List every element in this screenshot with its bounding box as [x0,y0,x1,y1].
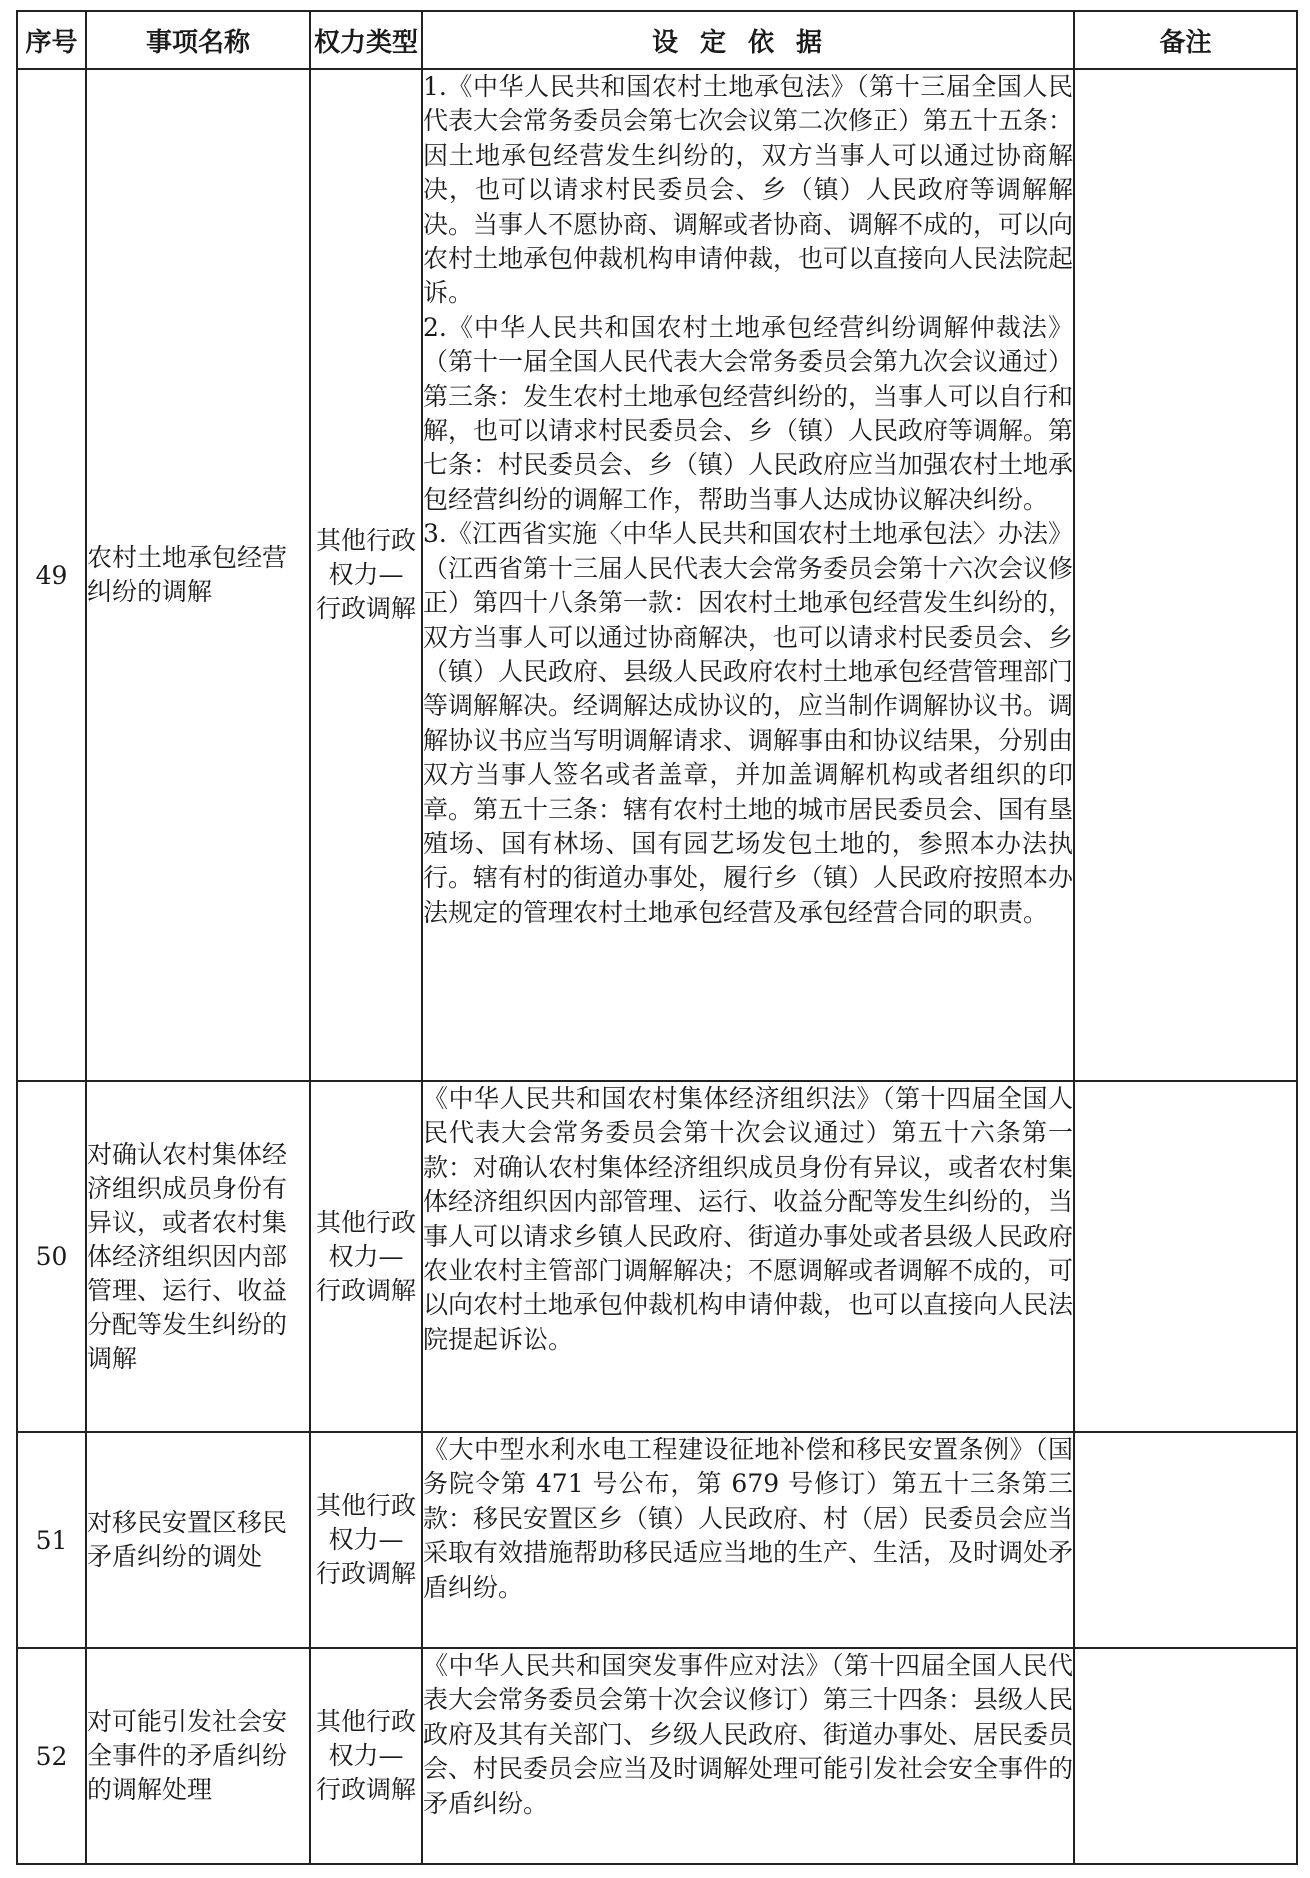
item-name: 对可能引发社会安全事件的矛盾纠纷的调解处理 [86,1648,310,1864]
row-number: 52 [17,1648,86,1864]
legal-basis [422,69,1074,1081]
table-row [17,1081,1297,1432]
legal-basis [422,1081,1074,1432]
power-type-line: 权力— [328,1741,404,1770]
power-type-line: 行政调解 [315,1275,416,1305]
power-type [310,1648,422,1864]
power-type-line: 行政调解 [315,594,416,623]
authority-table [16,10,1298,1865]
remarks-cell [1074,69,1297,1081]
basis-paragraph: 《中华人民共和国突发事件应对法》（第十四届全国人民代表大会常务委员会第十次会议修订）第三十四条：县级人民政府及其有关部门、乡级人民政府、街道办事处、居民委员会、村民委员会应当及时调解处理可能引发社会安全事件的矛盾纠纷。 [423,1651,1074,1818]
power-type [310,69,422,1081]
basis-paragraph: 《中华人民共和国农村集体经济组织法》（第十四届全国人民代表大会常务委员会第十次会议通过）第五十六条第一款：对确认农村集体经济组织成员身份有异议，或者农村集体经济组织因内部管理、运行、收益分配等发生纠纷的，当事人可以请求乡镇人民政府、街道办事处或者县级人民政府农业农村主管部门调解解决；不愿调解或者调解不成的，可以向农村土地承包仲裁机构申请仲裁，也可以直接向人民法院提起诉讼。 [423,1084,1074,1354]
power-type-line: 权力— [328,1525,404,1554]
header-serial-number: 序号 [17,11,86,69]
power-type-line: 权力— [328,560,404,589]
power-type-line: 其他行政 [315,1207,416,1237]
item-name: 对确认农村集体经济组织成员身份有异议，或者农村集体经济组织因内部管理、运行、收益分配等发生纠纷的调解 [86,1081,310,1432]
legal-basis [422,1648,1074,1864]
power-type [310,1081,422,1432]
header-item-name: 事项名称 [86,11,310,69]
header-legal-basis: 设定依据 [422,11,1074,69]
header-remarks: 备注 [1074,11,1297,69]
power-type-line: 行政调解 [315,1775,416,1804]
item-name: 农村土地承包经营纠纷的调解 [86,69,310,1081]
row-number: 49 [17,69,86,1081]
basis-paragraph: 3.《江西省实施〈中华人民共和国农村土地承包法〉办法》（江西省第十三届人民代表大会常务委员会第十六次会议修正）第四十八条第一款：因农村土地承包经营发生纠纷的，双方当事人可以通过协商解决，也可以请求村民委员会、乡（镇）人民政府、县级人民政府农村土地承包经营管理部门等调解解决。经调解达成协议的，应当制作调解协议书。调解协议书应当写明调解请求、调解事由和协议结果，分别由双方当事人签名或者盖章，并加盖调解机构或者组织的印章。第五十三条：辖有农村土地的城市居民委员会、国有垦殖场、国有林场、国有园艺场发包土地的，参照本办法执行。辖有村的街道办事处，履行乡（镇）人民政府按照本办法规定的管理农村土地承包经营及承包经营合同的职责。 [423,519,1074,927]
basis-paragraph: 《大中型水利水电工程建设征地补偿和移民安置条例》（国务院令第 471 号公布，第 679 号修订）第五十三条第三款：移民安置区乡（镇）人民政府、村（居）民委员会应当采取有效措施帮助移民适应当地的生产、生活，及时调处矛盾纠纷。 [423,1435,1074,1602]
legal-basis [422,1432,1074,1648]
remarks-cell [1074,1648,1297,1864]
power-type-line: 其他行政 [315,1491,416,1520]
row-number: 51 [17,1432,86,1648]
basis-paragraph: 2.《中华人民共和国农村土地承包经营纠纷调解仲裁法》（第十一届全国人民代表大会常务委员会第九次会议通过）第三条：发生农村土地承包经营纠纷的，当事人可以自行和解，也可以请求村民委员会、乡（镇）人民政府等调解。第七条：村民委员会、乡（镇）人民政府应当加强农村土地承包经营纠纷的调解工作，帮助当事人达成协议解决纠纷。 [423,312,1074,514]
item-name: 对移民安置区移民矛盾纠纷的调处 [86,1432,310,1648]
table-row [17,1432,1297,1648]
table-header-row [17,11,1297,69]
table-row [17,1648,1297,1864]
row-number: 50 [17,1081,86,1432]
remarks-cell [1074,1432,1297,1648]
header-power-type: 权力类型 [310,11,422,69]
power-type [310,1432,422,1648]
table-row [17,69,1297,1081]
power-type-line: 其他行政 [315,1707,416,1736]
power-type-line: 权力— [328,1241,404,1271]
basis-paragraph: 1.《中华人民共和国农村土地承包法》（第十三届全国人民代表大会常务委员会第七次会议第二次修正）第五十五条：因土地承包经营发生纠纷的，双方当事人可以通过协商解决，也可以请求村民委员会、乡（镇）人民政府等调解解决。当事人不愿协商、调解或者协商、调解不成的，可以向农村土地承包仲裁机构申请仲裁，也可以直接向人民法院起诉。 [423,72,1074,308]
remarks-cell [1074,1081,1297,1432]
power-type-line: 其他行政 [315,526,416,555]
power-type-line: 行政调解 [315,1559,416,1588]
